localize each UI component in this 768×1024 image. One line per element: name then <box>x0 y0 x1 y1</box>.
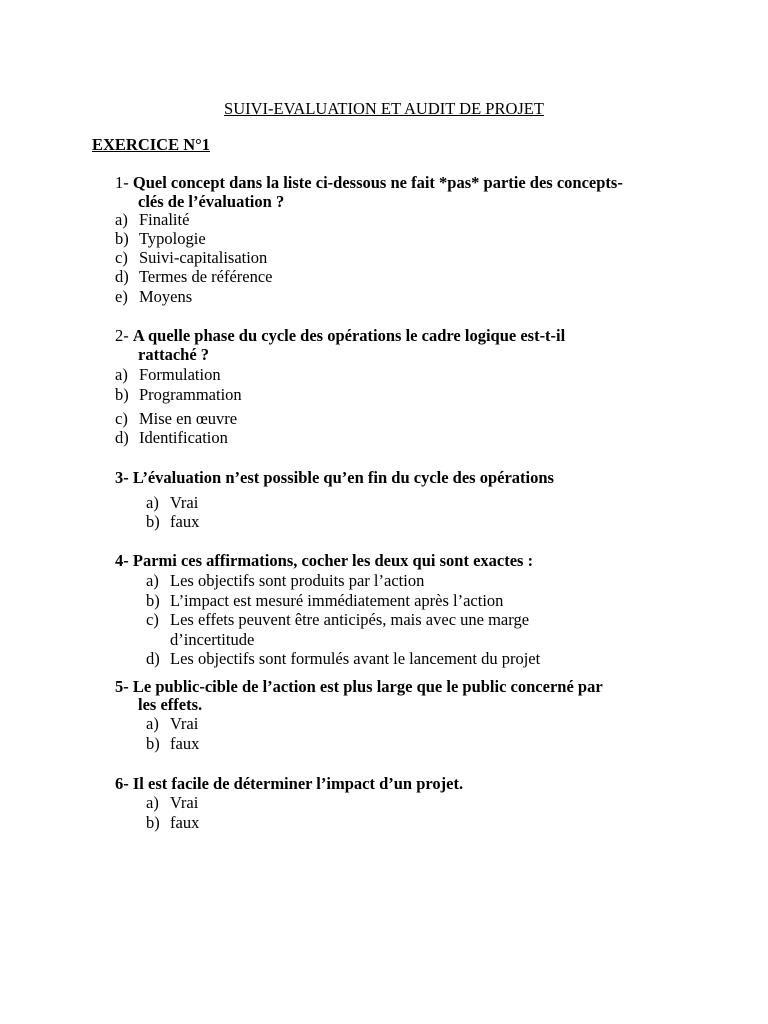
option-item: a) Finalité <box>115 210 190 229</box>
question-6: 6- Il est facile de déterminer l’impact d’un projet. <box>115 774 464 793</box>
option-item: e) Moyens <box>115 287 193 306</box>
option-item: c) Mise en œuvre <box>115 409 238 428</box>
question-1 <box>115 173 623 193</box>
option-item: d) Identification <box>115 428 228 447</box>
document-title: SUIVI-EVALUATION ET AUDIT DE PROJET <box>224 99 544 118</box>
question-4: 4- Parmi ces affirmations, cocher les deux qui sont exactes : <box>115 551 534 570</box>
question-2-continued: rattaché ? <box>138 345 210 364</box>
question-text: Quel concept dans la liste ci-dessous ne fait *pas* partie des concepts- <box>132 173 623 192</box>
option-item: b) faux <box>146 734 200 753</box>
option-item: c) Les effets peuvent être anticipés, mais avec une marge <box>146 610 530 629</box>
option-item: b) L’impact est mesuré immédiatement après l’action <box>146 591 504 610</box>
question-5-continued: les effets. <box>138 695 203 714</box>
option-item: b) faux <box>146 813 200 832</box>
question-5: 5- Le public-cible de l’action est plus large que le public concerné par <box>115 677 603 696</box>
question-text: A quelle phase du cycle des opérations le cadre logique est-t-il <box>132 326 566 345</box>
option-item: b) faux <box>146 512 200 531</box>
question-number: 2- <box>115 326 133 345</box>
question-1-continued: clés de l’évaluation ? <box>138 192 285 211</box>
question-number: 1- <box>115 173 133 192</box>
option-item: b) Programmation <box>115 385 242 404</box>
option-item: a) Les objectifs sont produits par l’action <box>146 571 425 590</box>
option-item: a) Vrai <box>146 793 199 812</box>
option-item: c) Suivi-capitalisation <box>115 248 268 267</box>
option-item: d) Les objectifs sont formulés avant le lancement du projet <box>146 649 541 668</box>
option-item: b) Typologie <box>115 229 206 248</box>
option-item: a) Formulation <box>115 365 221 384</box>
option-item: d) Termes de référence <box>115 267 273 286</box>
question-3: 3- L’évaluation n’est possible qu’en fin du cycle des opérations <box>115 468 554 487</box>
option-item: a) Vrai <box>146 714 199 733</box>
option-item: a) Vrai <box>146 493 199 512</box>
option-item-continued: d’incertitude <box>170 630 255 649</box>
question-2 <box>115 326 565 346</box>
exercise-heading: EXERCICE N°1 <box>92 135 210 154</box>
